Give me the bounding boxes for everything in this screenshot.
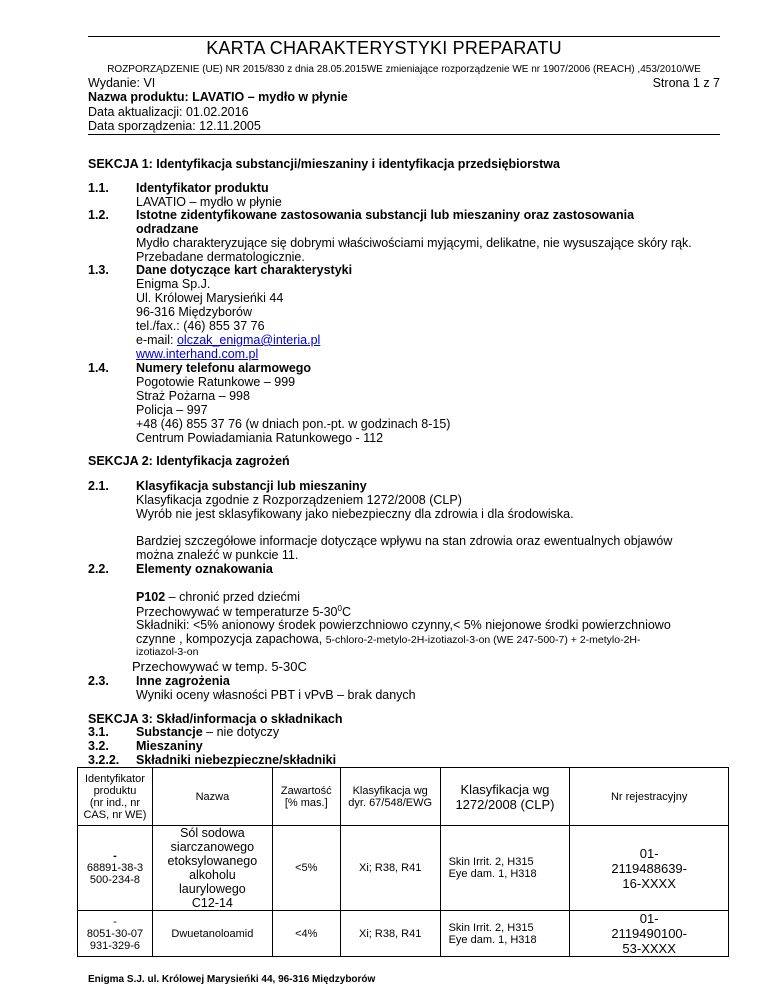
- table-row: [78, 826, 729, 911]
- section-1-title: SEKCJA 1: Identyfikacja substancji/mieszaniny i identyfikacja przedsiębiorstwa: [88, 157, 560, 171]
- storage-line-1: [136, 604, 351, 619]
- ingredients-line-1: Składniki: <5% anionowy środek powierzchniowo czynny,< 5% niejonowe środki powierzchniowo: [136, 618, 671, 632]
- company-city: 96-316 Międzyborów: [136, 305, 253, 319]
- row-1-clp-line: Eye dam. 1, H318: [448, 868, 537, 880]
- row-2-clp-line: Eye dam. 1, H318: [448, 933, 537, 946]
- row-1-name-line: Sól sodowa: [180, 826, 245, 840]
- header-identifier: [78, 768, 153, 826]
- row-1-name: [152, 826, 272, 911]
- row-1-clp-line: Skin Irrit. 2, H315: [448, 856, 534, 868]
- section-2-title: SEKCJA 2: Identyfikacja zagrożeń: [88, 454, 290, 468]
- storage-1-unit: C: [341, 605, 351, 620]
- s32-heading: Mieszaniny: [136, 739, 203, 753]
- s31-text: – nie dotyczy: [202, 725, 280, 739]
- s23-text: Wyniki oceny własności PBT i vPvB – brak danych: [136, 688, 416, 702]
- emergency-fire: Straż Pożarna – 998: [136, 389, 250, 403]
- s322-heading: Składniki niebezpieczne/składniki: [136, 753, 337, 767]
- header-identifier-line: produktu: [93, 784, 137, 797]
- row-2-registration: [570, 911, 729, 957]
- product-name: Nazwa produktu: LAVATIO – mydło w płynie: [88, 90, 348, 104]
- s14-heading: Numery telefonu alarmowego: [136, 361, 312, 375]
- company-name: Enigma Sp.J.: [136, 277, 211, 291]
- row-2-class-67: Xi; R38, R41: [340, 911, 440, 957]
- header-class67-line: Klasyfikacja wg: [352, 784, 428, 797]
- s11-text: LAVATIO – mydło w płynie: [136, 195, 282, 209]
- s12-heading-1: Istotne zidentyfikowane zastosowania substancji lub mieszaniny oraz zastosowania: [136, 208, 635, 222]
- emergency-company-phone: +48 (46) 855 37 76 (w dniach pon.-pt. w godzinach 8-15): [136, 417, 451, 431]
- s21-text-1: Klasyfikacja zgodnie z Rozporządzeniem 1272/2008 (CLP): [136, 493, 462, 507]
- s13-number: 1.3.: [88, 263, 109, 277]
- creation-date: Data sporządzenia: 12.11.2005: [88, 119, 261, 133]
- row-1-name-line: C12-14: [191, 896, 233, 910]
- s12-text-1: Mydło charakteryzujące się dobrymi właściwościami myjącymi, delikatne, nie wysuszające skóry rąk.: [136, 236, 692, 250]
- row-1-name-line: alkoholu laurylowego: [179, 868, 246, 896]
- section-3-title: SEKCJA 3: Skład/informacja o składnikach: [88, 712, 343, 726]
- header-content-line: [% mas.]: [284, 796, 328, 809]
- s21-text-3: Bardziej szczegółowe informacje dotyczące wpływu na stan zdrowia oraz ewentualnych objawów: [136, 534, 673, 548]
- s31-number: 3.1.: [88, 725, 109, 739]
- s21-text-2: Wyrób nie jest sklasyfikowany jako niebezpieczny dla zdrowia i dla środowiska.: [136, 507, 574, 521]
- row-1-reg-line: 2119488639-: [611, 860, 687, 876]
- emergency-center: Centrum Powiadamiania Ratunkowego - 112: [136, 431, 384, 445]
- ingredients-2a: czynne , kompozycja zapachowa,: [136, 632, 326, 646]
- top-rule: [88, 36, 720, 37]
- row-1-name-line: etoksylowanego: [167, 854, 258, 868]
- company-street: Ul. Królowej Marysieńki 44: [136, 291, 284, 305]
- page-number: Strona 1 z 7: [652, 76, 720, 90]
- email-label: e-mail:: [136, 333, 177, 347]
- p102-text: – chronić przed dziećmi: [165, 590, 300, 604]
- row-1-id-line: 68891-38-3: [86, 862, 144, 874]
- s12-text-2: Przebadane dermatologicznie.: [136, 250, 305, 264]
- s31-line: [136, 725, 279, 739]
- emergency-ambulance: Pogotowie Ratunkowe – 999: [136, 375, 296, 389]
- s23-heading: Inne zagrożenia: [136, 674, 230, 688]
- components-table: [77, 767, 729, 957]
- ingredients-line-3: izotiazol-3-on: [136, 646, 199, 658]
- row-1-name-line: siarczanowego: [170, 840, 255, 854]
- s22-heading: Elementy oznakowania: [136, 562, 273, 576]
- header-identifier-line: Identyfikator: [85, 772, 145, 785]
- header-class-67: [340, 768, 440, 826]
- s21-number: 2.1.: [88, 479, 109, 493]
- row-1-class-67: Xi; R38, R41: [340, 826, 440, 911]
- row-1-reg-line: 16-XXXX: [622, 875, 676, 891]
- row-1-reg-line: 01-: [639, 845, 659, 861]
- row-1-content: <5%: [272, 826, 340, 911]
- row-1-class-clp: [440, 826, 570, 911]
- update-date: Data aktualizacji: 01.02.2016: [88, 105, 249, 119]
- s31-heading: Substancje: [136, 725, 203, 739]
- s11-heading: Identyfikator produktu: [136, 181, 269, 195]
- row-2-id-line: 931-329-6: [89, 939, 141, 952]
- row-2-class-clp: [440, 911, 570, 957]
- s32-number: 3.2.: [88, 739, 109, 753]
- storage-line-2: Przechowywać w temp. 5-30C: [132, 659, 307, 674]
- header-content: [272, 768, 340, 826]
- header-rule: [88, 134, 720, 135]
- emergency-police: Policja – 997: [136, 403, 208, 417]
- storage-1-sup: 0: [337, 604, 342, 613]
- row-2-reg-line: 53-XXXX: [622, 941, 676, 956]
- row-1-identifier: [78, 826, 153, 911]
- row-2-id-line: 8051-30-07: [86, 927, 144, 940]
- header-content-line: Zawartość: [280, 784, 332, 797]
- company-phone: tel./fax.: (46) 855 37 76: [136, 319, 265, 333]
- header-clp-line: 1272/2008 (CLP): [455, 796, 555, 812]
- p102-code: P102: [136, 590, 166, 604]
- footer-address: Enigma S.J. ul. Królowej Marysieńki 44, 96-316 Międzyborów: [88, 974, 376, 985]
- row-2-reg-line: 2119490100-: [611, 926, 687, 941]
- header-registration: Nr rejestracyjny: [570, 768, 729, 826]
- row-2-reg-line: 01-: [639, 911, 659, 926]
- s322-number: 3.2.2.: [88, 753, 120, 767]
- s11-number: 1.1.: [88, 181, 109, 195]
- header-class-clp: [440, 768, 570, 826]
- row-1-registration: [570, 826, 729, 911]
- s13-heading: Dane dotyczące kart charakterystyki: [136, 263, 353, 277]
- header-class67-line: dyr. 67/548/EWG: [348, 796, 433, 809]
- row-2-clp-line: Skin Irrit. 2, H315: [448, 921, 534, 934]
- s14-number: 1.4.: [88, 361, 109, 375]
- header-clp-line: Klasyfikacja wg: [460, 781, 550, 797]
- s22-number: 2.2.: [88, 562, 109, 576]
- row-2-identifier: [78, 911, 153, 957]
- ingredients-line-2: [136, 632, 641, 646]
- website-link[interactable]: www.interhand.com.pl: [136, 347, 259, 361]
- table-header-row: [78, 768, 729, 826]
- s23-number: 2.3.: [88, 674, 109, 688]
- row-2-name: Dwuetanoloamid: [152, 911, 272, 957]
- row-1-id-line: 500-234-8: [89, 874, 141, 886]
- document-title: KARTA CHARAKTERYSTYKI PREPARATU: [206, 38, 562, 58]
- company-email-line: [136, 333, 320, 347]
- row-2-content: <4%: [272, 911, 340, 957]
- table-row: [78, 911, 729, 957]
- header-name: Nazwa: [152, 768, 272, 826]
- ingredients-2b: 5-chloro-2-metylo-2H-izotiazol-3-on (WE 247-500-7) + 2-metylo-2H-: [325, 634, 641, 646]
- row-1-id-line: -: [113, 850, 117, 862]
- storage-1-text: Przechowywać w temperaturze 5-30: [136, 605, 338, 620]
- s12-number: 1.2.: [88, 208, 109, 222]
- s12-heading-2: odradzane: [136, 222, 199, 236]
- s21-text-4: można znaleźć w punkcie 11.: [136, 548, 299, 562]
- header-identifier-line: CAS, nr WE): [83, 808, 147, 821]
- row-2-id-line: -: [113, 915, 117, 928]
- edition: Wydanie: VI: [88, 76, 156, 90]
- p102-line: [136, 590, 300, 604]
- email-link[interactable]: olczak_enigma@interia.pl: [176, 333, 321, 347]
- regulation-line: ROZPORZĄDZENIE (UE) NR 2015/830 z dnia 28.05.2015WE zmieniające rozporządzenie WE nr 1907/2006 (REACH) ,453/2010/WE: [107, 64, 701, 75]
- header-identifier-line: (nr ind., nr: [89, 796, 141, 809]
- s21-heading: Klasyfikacja substancji lub mieszaniny: [136, 479, 367, 493]
